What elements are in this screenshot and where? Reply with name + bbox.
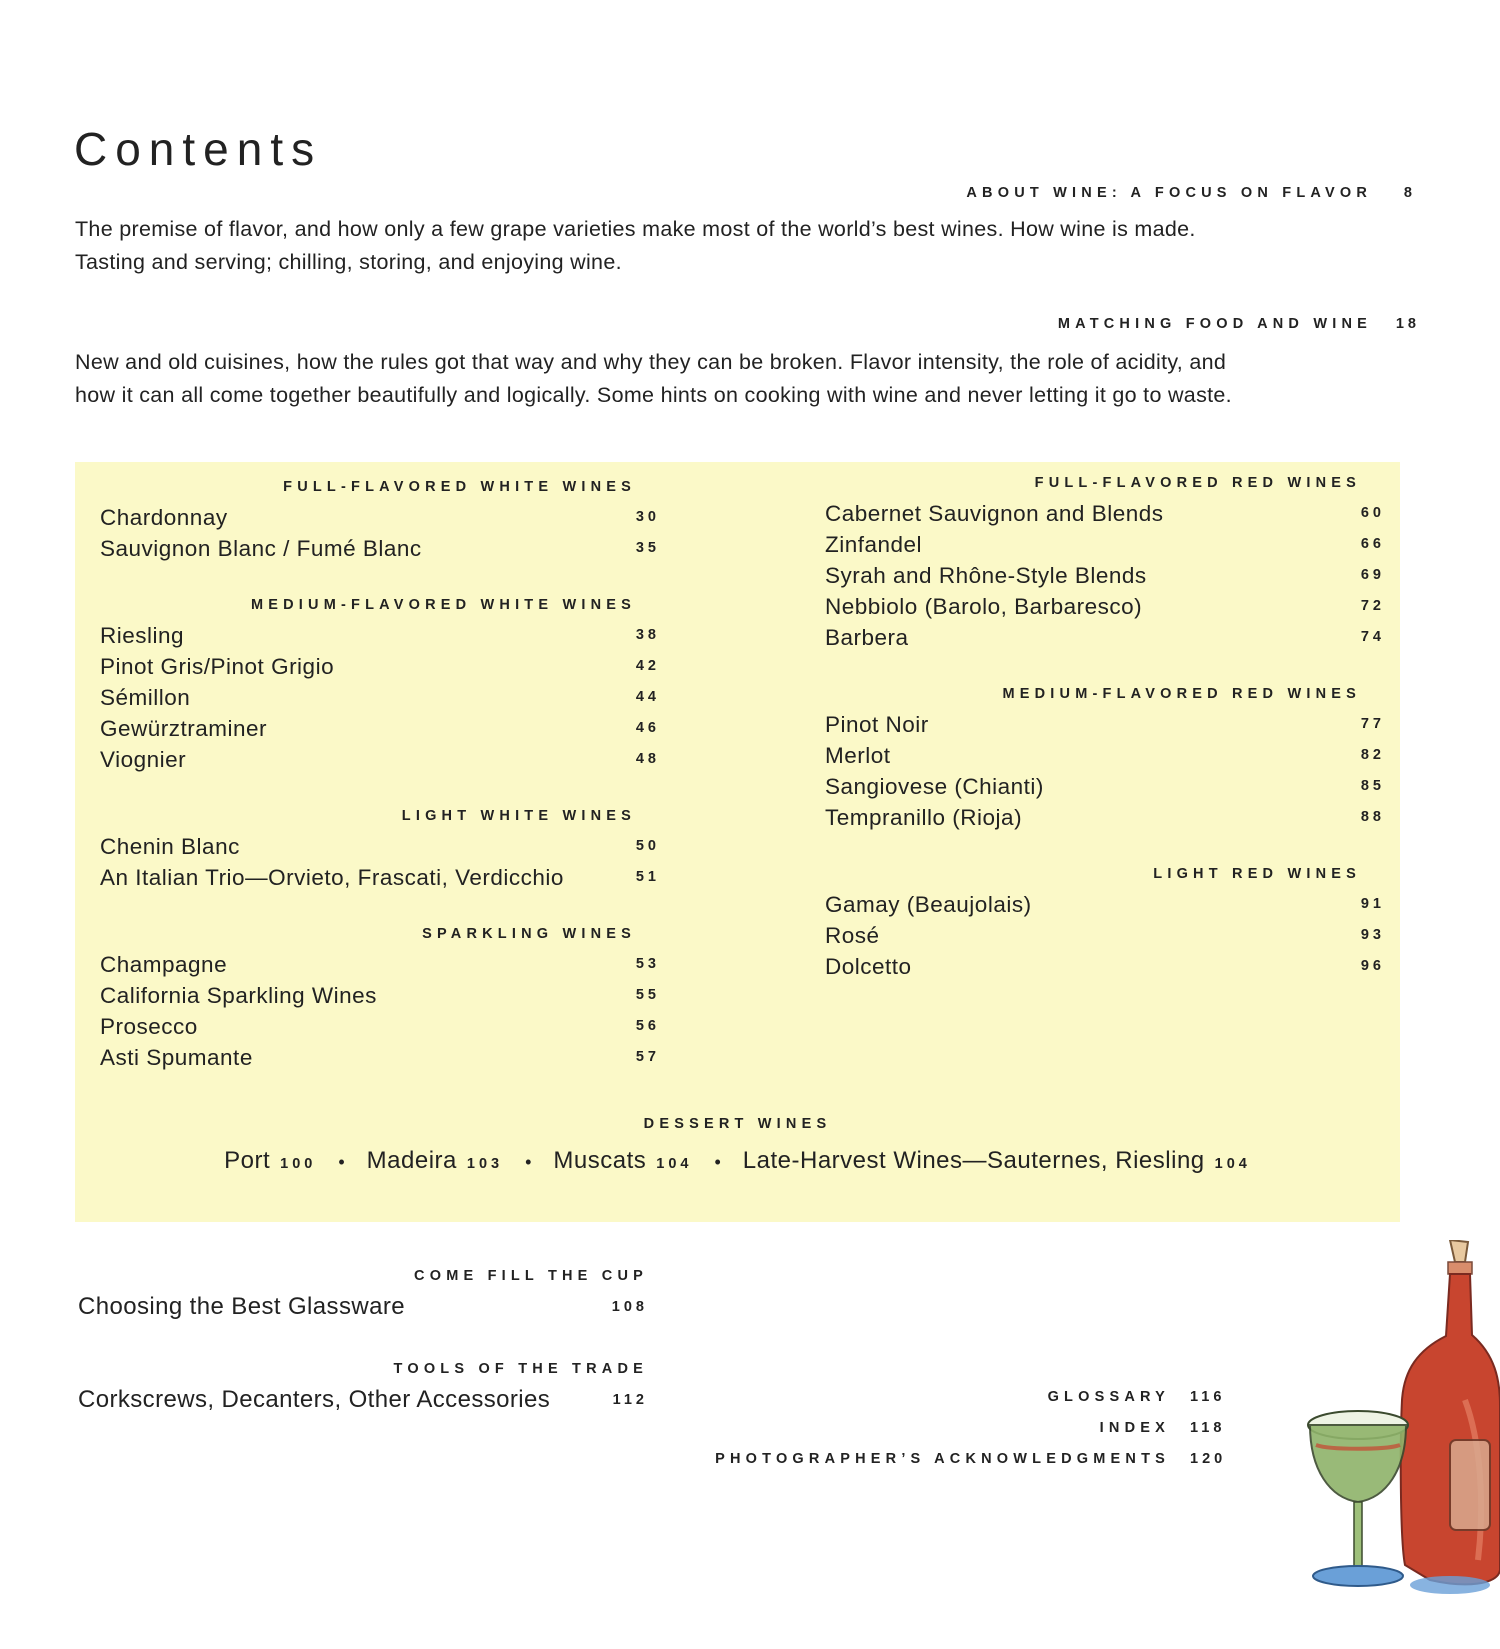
dessert-item-label: Madeira	[366, 1147, 457, 1174]
toc-entry	[825, 529, 1385, 560]
wine-bottle-icon	[1401, 1240, 1500, 1584]
toc-entry	[825, 802, 1385, 833]
dessert-item-label: Late-Harvest Wines—Sauternes, Riesling	[742, 1147, 1205, 1174]
entry-page: 30	[635, 509, 660, 525]
entry-label: Sangiovese (Chianti)	[825, 774, 1044, 799]
section-heading-matching-food: MATCHING FOOD AND WINE	[1057, 316, 1372, 332]
entry-page: 82	[1360, 747, 1385, 763]
wine-list-panel	[75, 462, 1400, 1222]
entry-label: Chenin Blanc	[100, 834, 240, 859]
wine-section	[100, 801, 660, 893]
entry-label: Gewürztraminer	[100, 716, 268, 741]
entry-page: 66	[1360, 536, 1385, 552]
entry-label: Sémillon	[100, 685, 191, 710]
toc-entry	[100, 1011, 660, 1042]
toc-entry	[100, 502, 660, 533]
page-title: Contents	[74, 123, 323, 175]
entry-page: 96	[1360, 958, 1385, 974]
wine-section	[100, 472, 660, 564]
entry-page: 77	[1360, 716, 1385, 732]
entry-page: 112	[612, 1392, 648, 1408]
entry-label: Chardonnay	[100, 505, 228, 530]
entry-label: Pinot Gris/Pinot Grigio	[100, 654, 335, 679]
wine-bottle-and-glass-illustration	[1300, 1240, 1500, 1620]
entry-label: Cabernet Sauvignon and Blends	[825, 501, 1164, 526]
entry-label: Choosing the Best Glassware	[78, 1293, 405, 1320]
about-wine-line-1: The premise of flavor, and how only a few grape varieties make most of the world’s best wines. How wine is made.	[75, 217, 1196, 241]
matching-food-description	[75, 346, 1232, 412]
dessert-wines-heading: DESSERT WINES	[643, 1116, 832, 1132]
toc-entry	[100, 980, 660, 1011]
toc-entry	[825, 560, 1385, 591]
toc-entry	[100, 744, 660, 775]
wine-section	[825, 468, 1385, 653]
matching-food-line-1: New and old cuisines, how the rules got that way and why they can be broken. Flavor intensity, the role of acidity, and	[75, 350, 1227, 374]
entry-page: 108	[611, 1299, 648, 1315]
dessert-item-label: Muscats	[553, 1147, 647, 1174]
dessert-item-label: Port	[224, 1147, 271, 1174]
wine-section	[825, 679, 1385, 833]
entry-page: 35	[635, 540, 660, 556]
entry-page: 56	[635, 1018, 660, 1034]
back-matter-page: 116	[1190, 1389, 1226, 1405]
page-number-about-wine: 8	[1403, 185, 1416, 201]
entry-page: 85	[1360, 778, 1385, 794]
entry-label: Nebbiolo (Barolo, Barbaresco)	[825, 594, 1143, 619]
toc-entry	[825, 771, 1385, 802]
entry-label: Viognier	[100, 747, 187, 772]
entry-label: Pinot Noir	[825, 712, 929, 737]
come-fill-the-cup-section	[78, 1262, 648, 1324]
section-heading: MEDIUM-FLAVORED RED WINES	[1002, 686, 1361, 702]
about-wine-description	[75, 213, 1196, 279]
entry-page: 69	[1360, 567, 1385, 583]
dessert-item-page: 104	[1214, 1156, 1251, 1172]
bullet-separator: •	[338, 1152, 345, 1172]
entry-page: 55	[635, 987, 660, 1003]
toc-entry	[100, 713, 660, 744]
entry-label: Zinfandel	[825, 532, 923, 557]
entry-label: Barbera	[825, 625, 909, 650]
back-matter-page: 118	[1190, 1420, 1226, 1436]
toc-entry	[100, 620, 660, 651]
matching-food-line-2: how it can all come together beautifully and logically. Some hints on cooking with wine and never letting it go to waste.	[75, 383, 1232, 407]
entry-label: California Sparkling Wines	[100, 983, 377, 1008]
entry-label: Gamay (Beaujolais)	[825, 892, 1032, 917]
toc-entry	[100, 831, 660, 862]
entry-page: 93	[1360, 927, 1385, 943]
entry-page: 88	[1360, 809, 1385, 825]
section-heading: SPARKLING WINES	[422, 926, 636, 942]
entry-page: 72	[1360, 598, 1385, 614]
back-matter-glossary	[570, 1382, 1270, 1413]
toc-entry	[100, 1042, 660, 1073]
entry-page: 42	[635, 658, 660, 674]
section-heading: COME FILL THE CUP	[414, 1268, 648, 1284]
entry-label: Champagne	[100, 952, 228, 977]
section-heading: TOOLS OF THE TRADE	[393, 1361, 648, 1377]
toc-entry	[825, 498, 1385, 529]
bullet-separator: •	[714, 1152, 721, 1172]
entry-label: Prosecco	[100, 1014, 198, 1039]
entry-label: Corkscrews, Decanters, Other Accessories	[78, 1386, 551, 1413]
back-matter-label: PHOTOGRAPHER’S ACKNOWLEDGMENTS	[715, 1451, 1170, 1467]
page-number-matching-food: 18	[1395, 316, 1420, 332]
toc-entry	[825, 591, 1385, 622]
section-heading-about-wine: ABOUT WINE: A FOCUS ON FLAVOR	[966, 185, 1372, 201]
dessert-item-page: 100	[280, 1156, 317, 1172]
toc-entry	[100, 682, 660, 713]
entry-label: Sauvignon Blanc / Fumé Blanc	[100, 536, 422, 561]
entry-page: 48	[635, 751, 660, 767]
dessert-wines-row	[75, 1147, 1400, 1175]
entry-label: Merlot	[825, 743, 891, 768]
toc-entry	[825, 951, 1385, 982]
wine-section	[100, 919, 660, 1073]
entry-page: 74	[1360, 629, 1385, 645]
bullet-separator: •	[525, 1152, 532, 1172]
white-wines-column	[100, 472, 660, 1099]
entry-label: Riesling	[100, 623, 185, 648]
entry-page: 51	[635, 869, 660, 885]
entry-page: 91	[1360, 896, 1385, 912]
tools-of-the-trade-section	[78, 1355, 648, 1417]
entry-page: 50	[635, 838, 660, 854]
toc-entry	[100, 533, 660, 564]
about-wine-line-2: Tasting and serving; chilling, storing, and enjoying wine.	[75, 250, 622, 274]
toc-entry	[825, 889, 1385, 920]
entry-page: 57	[635, 1049, 660, 1065]
entry-page: 38	[635, 627, 660, 643]
back-matter-label: GLOSSARY	[1047, 1389, 1170, 1405]
entry-page: 44	[635, 689, 660, 705]
section-heading: FULL-FLAVORED RED WINES	[1034, 475, 1361, 491]
section-heading: FULL-FLAVORED WHITE WINES	[283, 479, 636, 495]
section-heading: LIGHT RED WINES	[1153, 866, 1361, 882]
back-matter-label: INDEX	[1099, 1420, 1170, 1436]
toc-entry	[825, 709, 1385, 740]
entry-label: An Italian Trio—Orvieto, Frascati, Verdicchio	[100, 865, 564, 890]
toc-entry	[825, 920, 1385, 951]
entry-label: Tempranillo (Rioja)	[825, 805, 1023, 830]
toc-entry	[100, 862, 660, 893]
entry-page: 60	[1360, 505, 1385, 521]
toc-entry	[825, 622, 1385, 653]
entry-page: 46	[635, 720, 660, 736]
toc-entry	[825, 740, 1385, 771]
entry-label: Rosé	[825, 923, 880, 948]
section-heading: LIGHT WHITE WINES	[401, 808, 636, 824]
dessert-item-page: 103	[466, 1156, 504, 1172]
back-matter-page: 120	[1190, 1451, 1227, 1467]
back-matter-acknowledgments	[570, 1444, 1270, 1475]
dessert-item-page: 104	[656, 1156, 693, 1172]
red-wines-column	[825, 468, 1385, 1008]
toc-entry	[78, 1383, 648, 1417]
entry-label: Syrah and Rhône-Style Blends	[825, 563, 1147, 588]
wine-section	[825, 859, 1385, 982]
back-matter-index	[570, 1413, 1270, 1444]
entry-page: 53	[635, 956, 660, 972]
entry-label: Dolcetto	[825, 954, 912, 979]
toc-entry	[78, 1290, 648, 1324]
wine-section	[100, 590, 660, 775]
toc-entry	[100, 651, 660, 682]
section-heading: MEDIUM-FLAVORED WHITE WINES	[250, 597, 636, 613]
entry-label: Asti Spumante	[100, 1045, 253, 1070]
toc-entry	[100, 949, 660, 980]
